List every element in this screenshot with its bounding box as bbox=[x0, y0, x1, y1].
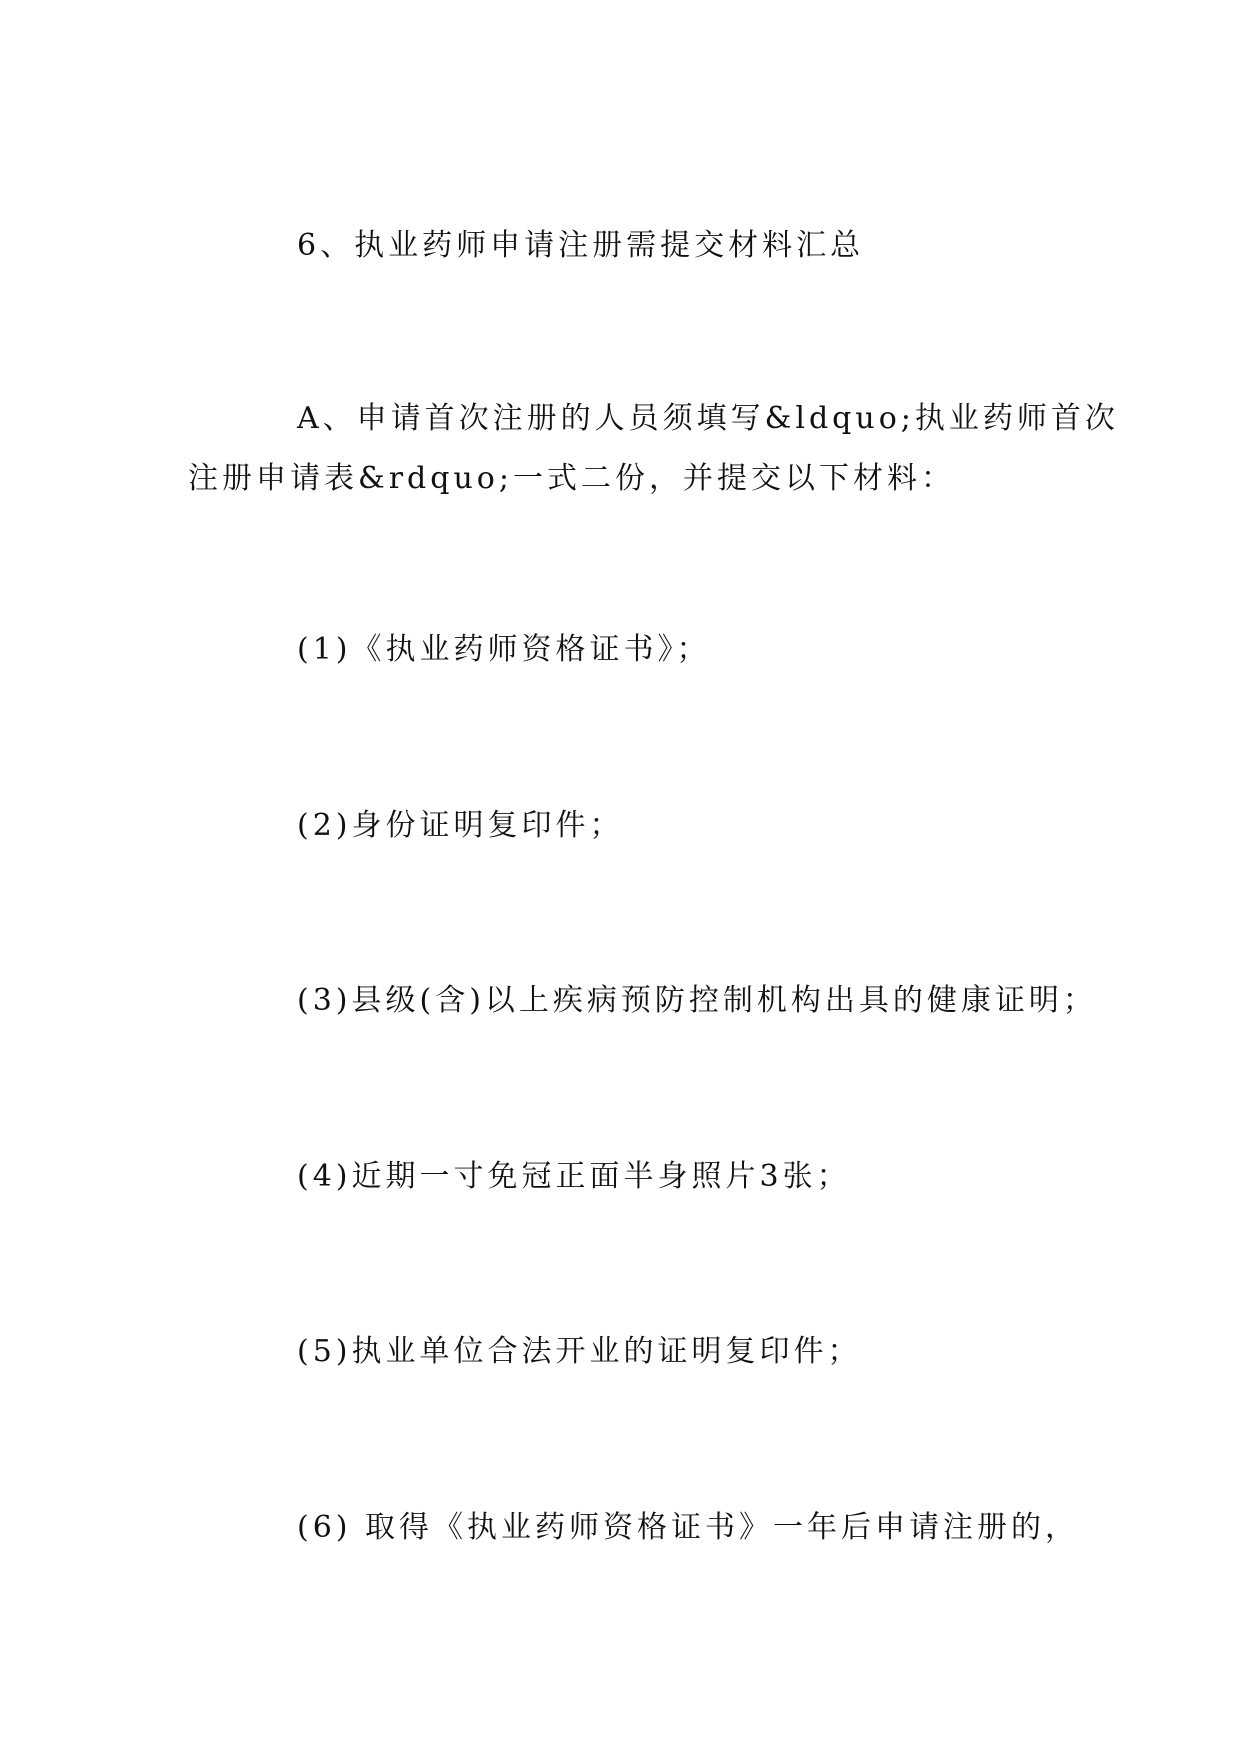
list-item-5: (5)执业单位合法开业的证明复印件； bbox=[297, 1334, 862, 1369]
list-item-3: (3)县级(含)以上疾病预防控制机构出具的健康证明； bbox=[297, 983, 1097, 1018]
intro-paragraph-line-1: A、申请首次注册的人员须填写&ldquo;执业药师首次 bbox=[297, 401, 1119, 436]
intro-paragraph-line-2: 注册申请表&rdquo;一式二份，并提交以下材料： bbox=[188, 461, 955, 496]
list-item-6: (6) 取得《执业药师资格证书》一年后申请注册的， bbox=[297, 1510, 1080, 1545]
list-item-1: (1)《执业药师资格证书》； bbox=[297, 632, 711, 667]
list-item-4: (4)近期一寸免冠正面半身照片3张； bbox=[297, 1159, 851, 1194]
section-heading: 6、执业药师申请注册需提交材料汇总 bbox=[297, 228, 865, 263]
list-item-2: (2)身份证明复印件； bbox=[297, 808, 624, 843]
